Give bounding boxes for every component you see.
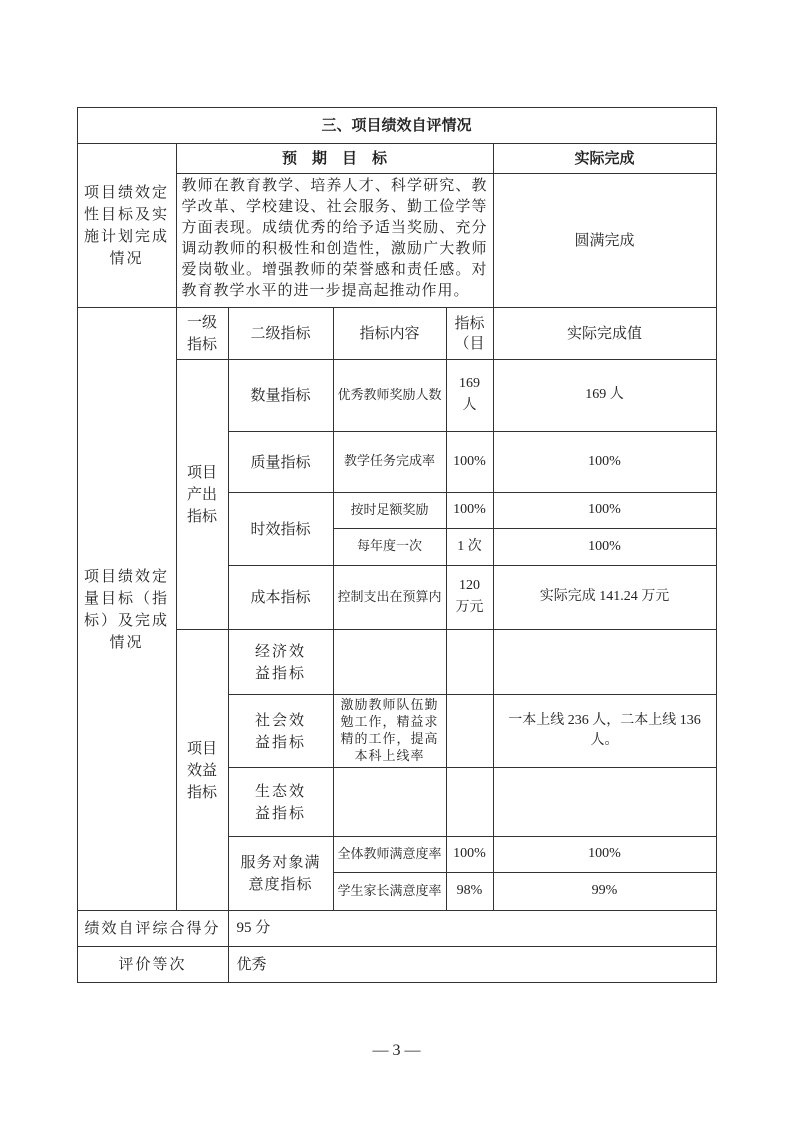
actual-cell: 100% [493, 431, 717, 493]
actual-cell: 99% [493, 872, 717, 911]
target-cell: 100% [446, 836, 494, 873]
header-target: 指标（目 [446, 307, 494, 360]
target-cell [446, 629, 494, 695]
rating-value: 优秀 [228, 946, 717, 983]
header-actual: 实际完成值 [493, 307, 717, 360]
level2-cell: 时效指标 [228, 492, 334, 566]
content-cell: 控制支出在预算内 [333, 565, 447, 630]
target-cell [446, 694, 494, 768]
level2-cell: 社会效益指标 [228, 694, 334, 768]
actual-cell: 实际完成 141.24 万元 [493, 565, 717, 630]
content-cell: 按时足额奖励 [333, 492, 447, 529]
target-cell: 1 次 [446, 528, 494, 566]
expected-text: 教师在教育教学、培养人才、科学研究、教学改革、学校建设、社会服务、勤工俭学等方面表现。成绩优秀的给予适当奖励、充分调动教师的积极性和创造性，激励广大教师爱岗敬业。增强教师的荣誉感和责任感。对教育教学水平的进一步提高起推动作用。 [176, 173, 494, 308]
content-cell: 激励教师队伍勤勉工作，精益求精的工作，提高本科上线率 [333, 694, 447, 768]
target-cell [446, 767, 494, 837]
content-cell [333, 629, 447, 695]
content-cell: 学生家长满意度率 [333, 872, 447, 911]
content-cell [333, 767, 447, 837]
target-cell: 100% [446, 492, 494, 529]
level2-cell: 服务对象满意度指标 [228, 836, 334, 911]
section-title: 三、项目绩效自评情况 [77, 107, 717, 144]
target-cell: 98% [446, 872, 494, 911]
content-cell: 全体教师满意度率 [333, 836, 447, 873]
rating-label: 评价等次 [77, 946, 229, 983]
page-number: — 3 — [372, 1042, 421, 1059]
actual-cell [493, 629, 717, 695]
header-content: 指标内容 [333, 307, 447, 360]
level2-cell: 数量指标 [228, 359, 334, 432]
header-level2: 二级指标 [228, 307, 334, 360]
score-label: 绩效自评综合得分 [77, 910, 229, 947]
target-cell: 120万元 [446, 565, 494, 630]
target-cell: 169人 [446, 359, 494, 432]
content-cell: 教学任务完成率 [333, 431, 447, 493]
content-cell: 每年度一次 [333, 528, 447, 566]
actual-cell [493, 767, 717, 837]
content-cell: 优秀教师奖励人数 [333, 359, 447, 432]
level2-cell: 生态效益指标 [228, 767, 334, 837]
actual-header: 实际完成 [493, 143, 717, 174]
quantitative-label: 项目绩效定量目标（指标）及完成情况 [77, 307, 177, 911]
output-group-label: 项目产出指标 [176, 359, 229, 630]
actual-cell: 100% [493, 492, 717, 529]
level2-cell: 成本指标 [228, 565, 334, 630]
benefit-group-label: 项目效益指标 [176, 629, 229, 911]
actual-text: 圆满完成 [493, 173, 717, 308]
actual-cell: 100% [493, 836, 717, 873]
header-level1: 一级指标 [176, 307, 229, 360]
score-value: 95 分 [228, 910, 717, 947]
level2-cell: 质量指标 [228, 431, 334, 493]
expected-header: 预 期 目 标 [176, 143, 494, 174]
actual-cell: 169 人 [493, 359, 717, 432]
target-cell: 100% [446, 431, 494, 493]
actual-cell: 100% [493, 528, 717, 566]
qualitative-label: 项目绩效定性目标及实施计划完成情况 [77, 143, 177, 308]
actual-cell: 一本上线 236 人，二本上线 136 人。 [493, 694, 717, 768]
level2-cell: 经济效益指标 [228, 629, 334, 695]
